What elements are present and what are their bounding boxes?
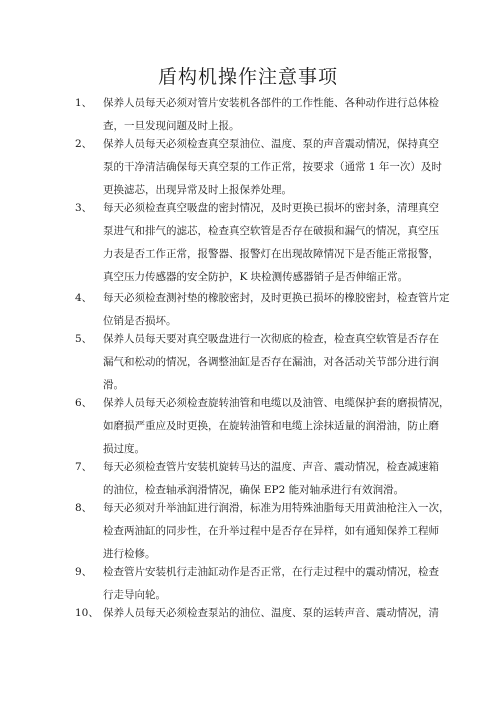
item-line: 检查管片安装机行走油缸动作是否正常，在行走过程中的震动情况，检查 xyxy=(103,566,439,578)
item-line: 检查两油缸的同步性，在升举过程中是否存在异样，如有通知保养工程师 xyxy=(103,525,439,537)
item-line: 保养人员每天必须检查旋转油管和电缆以及油管、电缆保护套的磨损情况， xyxy=(103,397,450,409)
item-text xyxy=(103,456,439,502)
item-line: 保养人员每天必须检查真空泵油位、温度、泵的声音震动情况，保持真空 xyxy=(103,138,439,150)
item-line: 真空压力传感器的安全防护，K 块检测传感器销子是否伸缩正常。 xyxy=(103,271,409,283)
item-line: 的油位，检查轴承润滑情况，确保 EP2 能对轴承进行有效润滑。 xyxy=(103,484,405,496)
item-number: 1、 xyxy=(75,97,93,109)
item-line: 力表是否工作正常，报警器、报警灯在出现故障情况下是否能正常报警， xyxy=(103,248,439,260)
item-number: 7、 xyxy=(75,461,93,473)
item-number: 3、 xyxy=(75,202,93,214)
item-number: 8、 xyxy=(75,502,93,514)
item-line: 每天必须对升举油缸进行润滑，标准为用特殊油脂每天用黄油枪注入一次， xyxy=(103,502,450,514)
item-line: 行走导向轮。 xyxy=(103,589,166,601)
item-line: 每天必须检查测衬垫的橡胶密封，及时更换已损坏的橡胶密封，检查管片定 xyxy=(103,292,450,304)
item-text xyxy=(103,92,439,138)
item-line: 如磨损严重应及时更换，在旋转油管和电缆上涂抹适量的润滑油，防止磨 xyxy=(103,420,439,432)
item-line: 滑。 xyxy=(103,379,124,391)
item-line: 查，一旦发现问题及时上报。 xyxy=(103,120,240,132)
item-number: 5、 xyxy=(75,333,93,345)
item-number: 6、 xyxy=(75,397,93,409)
item-number: 2、 xyxy=(75,138,93,150)
item-number: 4、 xyxy=(75,292,93,304)
item-number: 9、 xyxy=(75,566,93,578)
item-line: 每天必须检查管片安装机旋转马达的温度、声音、震动情况，检查减速箱 xyxy=(103,461,439,473)
item-line: 漏气和松动的情况，各调整油缸是否存在漏油，对各活动关节部分进行润 xyxy=(103,356,439,368)
item-line: 泵进气和排气的滤芯，检查真空软管是否存在破损和漏气的情况，真空压 xyxy=(103,225,439,237)
item-line: 损过度。 xyxy=(103,443,145,455)
item-line: 保养人员每天必须检查泵站的油位、温度、泵的运转声音、震动情况，清 xyxy=(103,607,439,619)
item-text xyxy=(103,561,439,607)
item-number: 10、 xyxy=(75,607,99,619)
item-text xyxy=(103,392,450,461)
item-line: 保养人员每天要对真空吸盘进行一次彻底的检查，检查真空软管是否存在 xyxy=(103,333,439,345)
item-line: 保养人员每天必须对管片安装机各部件的工作性能、各种动作进行总体检 xyxy=(103,97,439,109)
item-text xyxy=(103,497,450,566)
item-text xyxy=(103,133,442,202)
document-title: 盾构机操作注意事项 xyxy=(157,66,338,88)
item-line: 更换滤芯，出现异常及时上报保养处理。 xyxy=(103,184,292,196)
item-text xyxy=(103,287,450,333)
item-line: 进行检修。 xyxy=(103,548,156,560)
item-line: 泵的干净清洁确保每天真空泵的工作正常，按要求（通常 1 年一次）及时 xyxy=(103,161,442,173)
item-text xyxy=(103,328,439,397)
item-text xyxy=(103,197,439,289)
item-line: 每天必须检查真空吸盘的密封情况，及时更换已损坏的密封条，清理真空 xyxy=(103,202,439,214)
item-line: 位销是否损坏。 xyxy=(103,315,177,327)
item-text xyxy=(103,602,439,625)
